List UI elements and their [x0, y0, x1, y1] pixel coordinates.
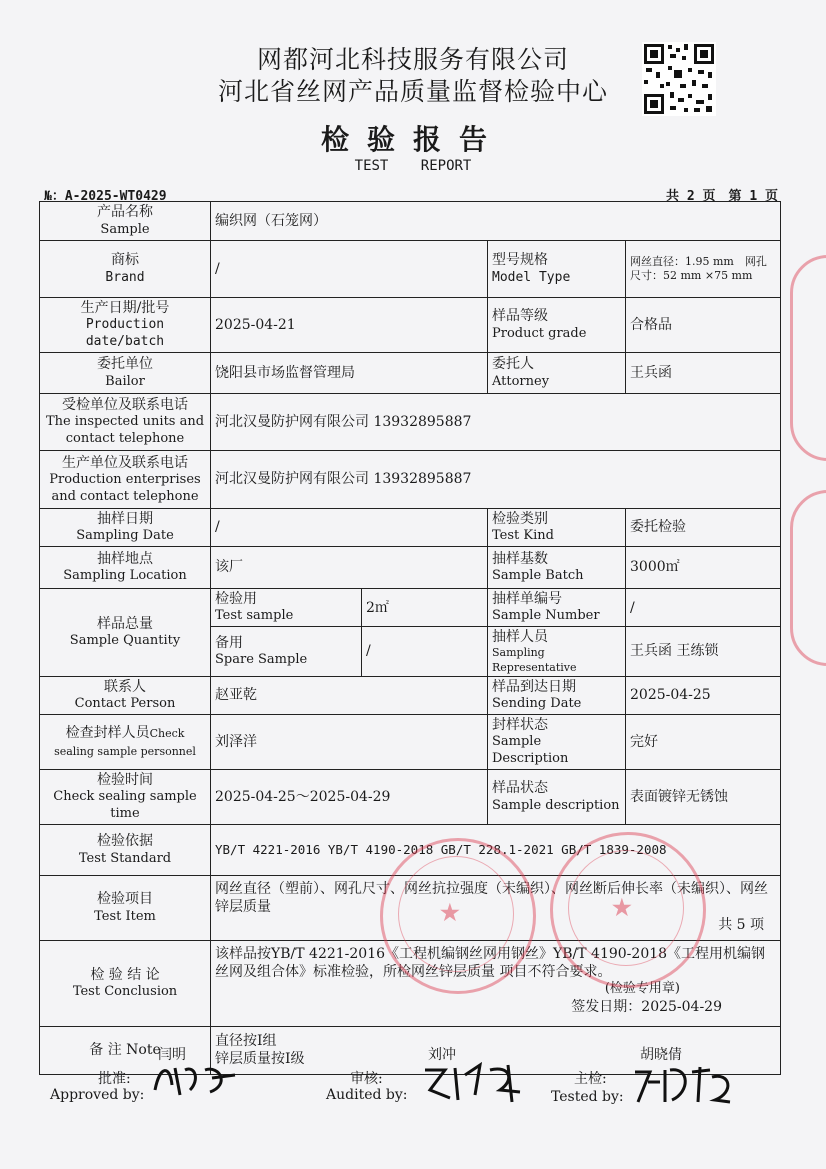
value-cell: 刘泽洋 — [211, 715, 488, 770]
label-en: Test Kind — [492, 528, 554, 544]
issue-date-line — [215, 998, 776, 1016]
table-row — [40, 509, 781, 547]
value-cell: / — [626, 589, 781, 627]
seal-note: (检验专用章) — [604, 981, 680, 997]
label-cell — [40, 715, 211, 770]
label-en: Spare Sample — [215, 652, 308, 668]
label-cn: 检 验 结 论 — [90, 966, 160, 983]
table-row — [40, 241, 781, 298]
label-cell — [40, 353, 211, 394]
tested-label-en: Tested by: — [551, 1089, 624, 1105]
label-en: Production enterprises and contact telephone — [49, 471, 201, 504]
label-cell — [40, 676, 211, 714]
label-cn: 样品状态 — [492, 780, 548, 797]
label-cn: 检验依据 — [97, 833, 153, 850]
label-cn: 样品到达日期 — [492, 678, 576, 695]
audited-label-cn: 审核: — [350, 1071, 383, 1087]
label-cell — [488, 298, 626, 353]
item-count: 共 5 项 — [718, 917, 764, 934]
label-en: Sampling Location — [63, 568, 187, 584]
label-cell — [488, 353, 626, 394]
label-cell — [488, 589, 626, 627]
label-cell — [488, 627, 626, 677]
label-cn: 受检单位及联系电话 — [62, 397, 188, 414]
label-cell — [488, 509, 626, 547]
label-en: The inspected units and contact telephone — [45, 414, 205, 447]
sub-label-cell — [211, 627, 362, 677]
approver-name: 闫明 — [158, 1047, 186, 1063]
label-en: Brand — [105, 269, 145, 285]
label-cn: 委托人 — [492, 356, 534, 373]
value-cell: 赵亚乾 — [211, 676, 488, 714]
approver-signature — [150, 1060, 240, 1109]
label-cell — [488, 769, 626, 824]
tested-label-cn: 主检: — [574, 1071, 607, 1087]
table-row — [40, 547, 781, 589]
label-cn: 检验项目 — [97, 891, 153, 908]
value-cell: 3000㎡ — [626, 547, 781, 589]
label-en: Test Conclusion — [72, 984, 178, 1000]
label-cn: 生产日期/批号 — [80, 300, 170, 317]
label-cell — [40, 298, 211, 353]
label-cell — [40, 547, 211, 589]
label-en: Sending Date — [492, 696, 582, 712]
label-en: Bailor — [105, 373, 145, 389]
label-cn — [44, 724, 206, 760]
label-en: Sample Number — [492, 608, 600, 624]
label-en: Sample Batch — [492, 568, 584, 584]
value-cell: 合格品 — [626, 298, 781, 353]
label-cn: 型号规格 — [492, 252, 548, 269]
label-en: Sampling Representative — [492, 646, 577, 674]
value-cell: 2025-04-25 — [626, 676, 781, 714]
label-en: Sample Quantity — [69, 633, 181, 649]
label-en: Attorney — [492, 373, 550, 389]
label-en: Test Item — [94, 908, 156, 924]
label-cell — [488, 547, 626, 589]
label-cn: 产品名称 — [97, 204, 153, 221]
seal-star-icon: ★ — [440, 900, 460, 926]
label-cn: 商标 — [111, 252, 139, 269]
value-cell: 2025-04-21 — [211, 298, 488, 353]
issue-date: 2025-04-29 — [641, 999, 722, 1016]
label-en: Model Type — [492, 269, 571, 285]
org-name-2: 河北省丝网产品质量监督检验中心 — [217, 77, 608, 106]
label-cn: 委托单位 — [97, 356, 153, 373]
qr-code-icon — [642, 42, 716, 116]
label-cn: 生产单位及联系电话 — [62, 454, 188, 471]
value-cell: 表面镀锌无锈蚀 — [626, 769, 781, 824]
approved-label-cn: 批准: — [98, 1071, 131, 1087]
label-en: Sample — [100, 221, 150, 237]
label-cell — [488, 241, 626, 298]
value-cell: 编织网（石笼网） — [211, 202, 781, 241]
label-cn: 检验时间 — [97, 771, 153, 788]
label-cn: 样品总量 — [97, 615, 153, 632]
value-cell: 完好 — [626, 715, 781, 770]
label-cell: 备 注 Note — [40, 1026, 211, 1074]
label-cell — [40, 241, 211, 298]
label-cell — [40, 824, 211, 875]
seal-star-icon: ★ — [612, 895, 632, 921]
auditor-signature — [420, 1060, 540, 1114]
label-cell — [40, 451, 211, 509]
tester-name: 胡晓倩 — [640, 1047, 682, 1063]
label-cn: 抽样单编号 — [492, 591, 562, 608]
sub-label-cell — [211, 589, 362, 627]
label-en: Sample Description — [492, 734, 569, 767]
label-en: Contact Person — [74, 696, 176, 712]
label-cn: 封样状态 — [492, 717, 548, 734]
label-en: Check sealing sample time — [53, 789, 197, 822]
note-line: 锌层质量按I级 — [215, 1051, 305, 1068]
label-en: Test sample — [215, 608, 294, 624]
table-row — [40, 676, 781, 714]
value-cell: 2㎡ — [362, 589, 488, 627]
label-cn: 检验用 — [215, 591, 257, 608]
value-cell: 委托检验 — [626, 509, 781, 547]
label-cell — [488, 715, 626, 770]
report-title: 检验报告 — [320, 123, 505, 156]
tester-signature — [630, 1062, 740, 1116]
value-cell: 王兵函 王练锁 — [626, 627, 781, 677]
label-cn: 抽样日期 — [97, 511, 153, 527]
test-items-text: 网丝直径（塑前）、网孔尺寸、网丝抗拉强度（未编织）、网丝断后伸长率（未编织）、网丝锌层质量 — [215, 880, 768, 916]
label-cell — [488, 676, 626, 714]
org-name-1: 网都河北科技服务有限公司 — [256, 45, 569, 74]
label-en: Sample description — [492, 797, 620, 813]
label-en: Sampling Date — [76, 528, 174, 544]
value-cell: 饶阳县市场监督管理局 — [211, 353, 488, 394]
value-cell: 王兵函 — [626, 353, 781, 394]
label-cell — [40, 202, 211, 241]
report-number: №：A-2025-WT0429 — [44, 189, 167, 204]
label-cell — [40, 875, 211, 940]
page-count: 共 2 页 第 1 页 — [666, 189, 778, 204]
note-line: 直径按I组 — [215, 1033, 277, 1050]
value-cell: 河北汉曼防护网有限公司 13932895887 — [211, 451, 781, 509]
auditor-name: 刘冲 — [428, 1047, 456, 1063]
audited-label-en: Audited by: — [326, 1087, 408, 1103]
table-row — [40, 769, 781, 824]
label-en: Check sealing sample personnel — [54, 726, 196, 758]
report-subtitle: TEST REPORT — [354, 158, 472, 174]
issue-date-label: 签发日期： — [571, 999, 642, 1016]
value-cell: / — [211, 241, 488, 298]
label-cn: 样品等级 — [492, 308, 548, 325]
label-cn: 抽样人员 — [492, 629, 548, 646]
value-cell: 2025-04-25～2025-04-29 — [211, 769, 488, 824]
table-row — [40, 451, 781, 509]
value-cell: 该厂 — [211, 547, 488, 589]
label-cn-text: 检查封样人员 — [65, 724, 150, 741]
label-cn: 联系人 — [104, 678, 146, 695]
conclusion-text: 该样品按YB/T 4221-2016《工程机编钢丝网用钢丝》YB/T 4190-2018《工程用机编钢丝网及组合体》标准检验，所检网丝锌层质量 项目不符合要求。 — [215, 945, 766, 981]
value-cell: 网丝直径：1.95 mm 网孔尺寸：52 mm ×75 mm — [626, 241, 781, 298]
label-cell — [40, 394, 211, 451]
value-cell: 河北汉曼防护网有限公司 13932895887 — [211, 394, 781, 451]
edge-seal-stamp — [790, 490, 826, 666]
table-row — [40, 715, 781, 770]
table-row — [40, 353, 781, 394]
label-cn: 抽样基数 — [492, 551, 548, 568]
label-cell — [40, 589, 211, 677]
table-row — [40, 202, 781, 241]
value-cell: / — [362, 627, 488, 677]
approved-label-en: Approved by: — [50, 1087, 145, 1103]
value-cell: YB/T 4221-2016 YB/T 4190-2018 GB/T 228.1-2021 GB/T 1839-2008 — [211, 824, 781, 875]
label-en: Test Standard — [78, 850, 172, 866]
label-cell — [40, 769, 211, 824]
label-cell — [40, 940, 211, 1026]
label-cn: 检验类别 — [492, 511, 548, 527]
label-en: Production date/batch — [85, 317, 165, 350]
label-cn: 备用 — [215, 635, 243, 651]
table-row — [40, 298, 781, 353]
label-cell — [40, 509, 211, 547]
table-row — [40, 394, 781, 451]
label-en: Product grade — [492, 325, 587, 341]
label-cn: 抽样地点 — [97, 551, 153, 568]
value-cell: / — [211, 509, 488, 547]
table-row — [40, 589, 781, 627]
edge-seal-stamp — [790, 255, 826, 461]
